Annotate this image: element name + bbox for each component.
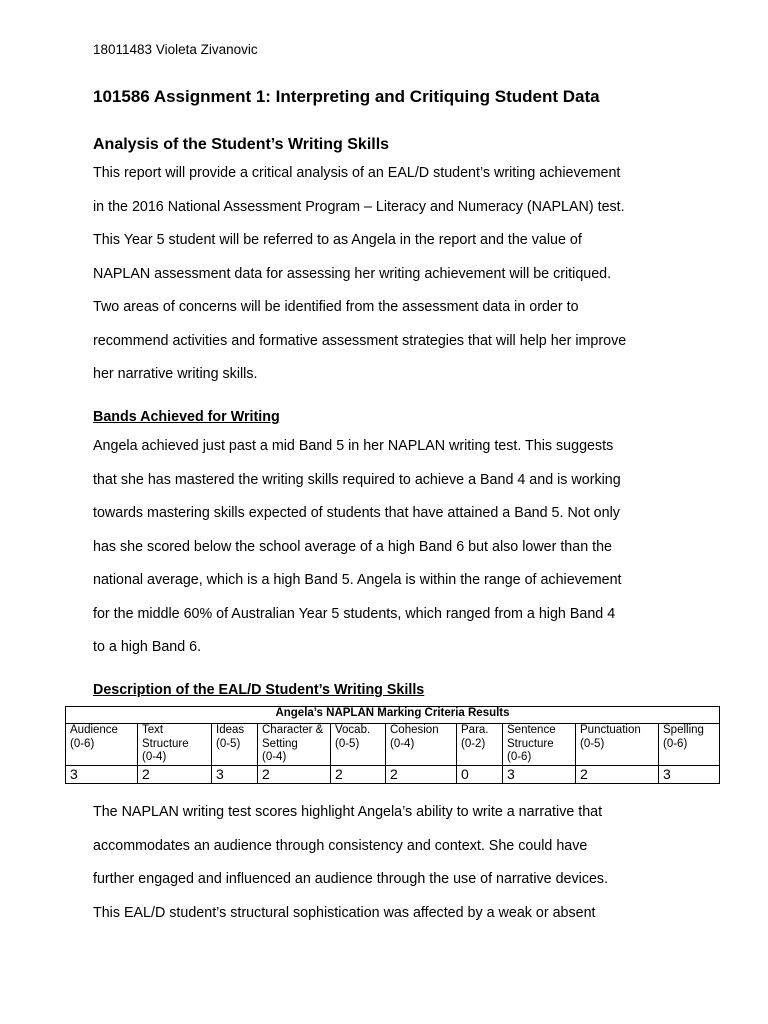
text-line: accommodates an audience through consistency and context. She could have	[93, 837, 588, 854]
score-cell: 3	[66, 765, 138, 783]
text-line: towards mastering skills expected of students that have attained a Band 5. Not only	[93, 505, 620, 521]
column-header: Text Structure (0-4)	[138, 724, 212, 766]
text-line: for the middle 60% of Australian Year 5 students, which ranged from a high Band 4	[93, 605, 616, 622]
analysis-paragraph	[93, 157, 693, 392]
score-cell: 3	[212, 765, 258, 783]
description-heading: Description of the EAL/D Student’s Writing Skills	[93, 682, 425, 698]
description-paragraph	[93, 796, 693, 930]
score-cell: 3	[659, 765, 720, 783]
text-line: This report will provide a critical analysis of an EAL/D student’s writing achievement	[93, 165, 621, 181]
score-cell: 0	[457, 765, 503, 783]
column-header: Spelling (0-6)	[659, 724, 720, 766]
student-id-name: 18011483 Violeta Zivanovic	[93, 42, 258, 57]
text-line: recommend activities and formative assessment strategies that will help her improve	[93, 332, 627, 349]
score-cell: 3	[503, 765, 576, 783]
text-line: to a high Band 6.	[93, 639, 202, 655]
score-cell: 2	[386, 765, 457, 783]
text-line: This EAL/D student’s structural sophistication was affected by a weak or absent	[93, 904, 596, 921]
table-caption-row	[66, 707, 720, 724]
column-header: Vocab. (0-5)	[331, 724, 386, 766]
text-line: Angela achieved just past a mid Band 5 in her NAPLAN writing test. This suggests	[93, 438, 614, 454]
column-header: Character & Setting (0-4)	[258, 724, 331, 766]
score-cell: 2	[138, 765, 212, 783]
naplan-results-table	[65, 706, 720, 784]
text-line: that she has mastered the writing skills required to achieve a Band 4 and is working	[93, 471, 621, 488]
text-line: in the 2016 National Assessment Program – Literacy and Numeracy (NAPLAN) test.	[93, 198, 625, 215]
text-line: further engaged and influenced an audience through the use of narrative devices.	[93, 871, 609, 887]
column-header: Audience (0-6)	[66, 724, 138, 766]
score-cell: 2	[331, 765, 386, 783]
text-line: The NAPLAN writing test scores highlight Angela’s ability to write a narrative that	[93, 804, 603, 820]
text-line: national average, which is a high Band 5. Angela is within the range of achievement	[93, 572, 622, 588]
column-header: Cohesion (0-4)	[386, 724, 457, 766]
column-header: Para. (0-2)	[457, 724, 503, 766]
table-caption: Angela’s NAPLAN Marking Criteria Results	[66, 707, 720, 724]
table-score-row	[66, 765, 720, 783]
analysis-heading: Analysis of the Student’s Writing Skills	[93, 136, 390, 153]
bands-heading: Bands Achieved for Writing	[93, 409, 280, 425]
score-cell: 2	[258, 765, 331, 783]
column-header: Ideas (0-5)	[212, 724, 258, 766]
assignment-title: 101586 Assignment 1: Interpreting and Critiquing Student Data	[93, 87, 600, 106]
column-header: Sentence Structure (0-6)	[503, 724, 576, 766]
text-line: Two areas of concerns will be identified from the assessment data in order to	[93, 299, 579, 315]
bands-paragraph	[93, 430, 693, 665]
table-header-row	[66, 724, 720, 766]
text-line: NAPLAN assessment data for assessing her writing achievement will be critiqued.	[93, 265, 612, 282]
score-cell: 2	[576, 765, 659, 783]
column-header: Punctuation (0-5)	[576, 724, 659, 766]
text-line: her narrative writing skills.	[93, 366, 258, 382]
text-line: This Year 5 student will be referred to as Angela in the report and the value of	[93, 232, 582, 248]
text-line: has she scored below the school average of a high Band 6 but also lower than the	[93, 538, 613, 555]
